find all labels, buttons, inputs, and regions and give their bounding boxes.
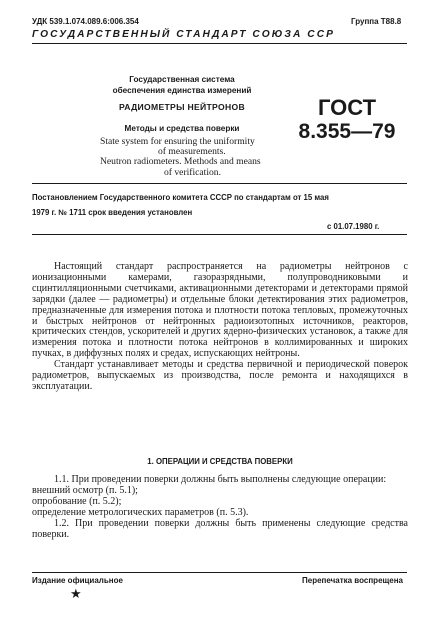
star-icon: ★ (70, 586, 82, 601)
reprint-prohibited: Перепечатка воспрещена (302, 576, 403, 585)
document-subtitle: Методы и средства поверки (124, 124, 240, 133)
decree-line-1: Постановлением Государственного комитета СССР по стандартам от 15 мая (32, 193, 329, 202)
en-line-1: State system for ensuring the uniformity (100, 136, 255, 147)
paragraph-scope: Настоящий стандарт распространяется на радиометры нейтронов с ионизационными камерами, газоразрядными, полупроводниковыми и сцинтилляционными счетчиками, активационными детекторами и детекторами прямой зарядки (далее — радиометры) и отдельные блоки детектирования этих радиометров, предназначенные для измерения потока и плотности потока тепловых, промежуточных и быстрых нейтронов от нейтронных радиоизотопных источников, реакторов, критических стендов, ускорителей и других ядерно-физических установок, а также для измерения потока и плотности потока нейтронов в коллимированных и широких пучках, в диффузных полях и средах, испускающих нейтроны. (32, 261, 408, 360)
effective-date: с 01.07.1980 г. (327, 222, 380, 231)
section-1-text (32, 475, 408, 540)
decree-rule (32, 234, 407, 235)
en-line-3: Neutron radiometers. Methods and means (100, 156, 261, 168)
en-line-4: of verification. (164, 166, 222, 178)
english-title (100, 137, 300, 178)
banner-rule (32, 43, 407, 44)
system-line-2: обеспечения единства измерений (112, 85, 252, 95)
title-rule (32, 183, 407, 184)
decree-line-2: 1979 г. № 1711 срок введения установлен (32, 208, 193, 217)
document-title: РАДИОМЕТРЫ НЕЙТРОНОВ (119, 102, 245, 112)
system-line-1: Государственная система (129, 75, 235, 84)
state-standard-banner: ГОСУДАРСТВЕННЫЙ СТАНДАРТ СОЮЗА ССР (32, 29, 335, 40)
udk-code: УДК 539.1.074.089.6:006.354 (32, 17, 139, 26)
section-heading: 1. ОПЕРАЦИИ И СРЕДСТВА ПОВЕРКИ (147, 457, 293, 466)
gost-number: 8.355—79 (298, 120, 396, 143)
footer-rule (32, 572, 407, 573)
paragraph-purpose: Стандарт устанавливает методы и средства первичной и периодической поверок радиометров, выпускаемых из производства, после ремонта и находящихся в эксплуатации. (32, 359, 408, 392)
intro-text (32, 262, 408, 393)
operation-testing: опробование (п. 5.2); (32, 495, 122, 507)
official-edition: Издание официальное (32, 576, 123, 585)
en-line-2: of measurements. (158, 146, 226, 158)
operation-inspection: внешний осмотр (п. 5.1); (32, 484, 138, 496)
gost-label: ГОСТ (317, 95, 377, 120)
group-code: Группа Т88.8 (351, 17, 402, 26)
operation-metrology: определение метрологических параметров (п. 5.3). (32, 506, 249, 518)
item-1-2: 1.2. При проведении поверки должны быть применены следующие средства поверки. (32, 517, 408, 540)
item-1-1: 1.1. При проведении поверки должны быть выполнены следующие операции: (54, 474, 387, 485)
system-title (82, 75, 282, 96)
